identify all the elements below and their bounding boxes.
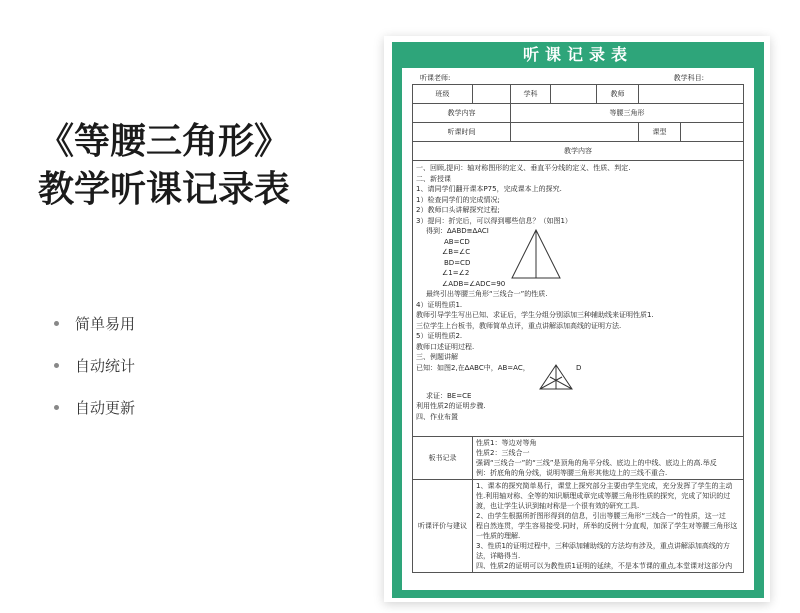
- lesson-line: 三、例题讲解: [416, 353, 458, 361]
- lesson-line: 1、请同学们翻开课本P75，完成课本上的探究.: [416, 185, 562, 193]
- bullet-icon: [54, 405, 59, 410]
- eval-content: [473, 480, 744, 573]
- fig-line: ∠B=∠C: [442, 248, 471, 256]
- eval-line: 2、由学生根据所折图形得到的信息，引出等腰三角形“三线合一”的性质，这一过: [476, 512, 726, 520]
- board-content: [473, 437, 744, 480]
- triangle-figure-1: [506, 226, 566, 286]
- class-label: 班级: [413, 85, 473, 104]
- eval-line: 法，详略得当.: [476, 552, 521, 560]
- type-label: 课型: [639, 123, 681, 142]
- record-sheet: [392, 42, 764, 598]
- lesson-line: 利用性质2的证明步骤.: [416, 402, 486, 410]
- feature-item: [54, 396, 135, 418]
- feature-label: 自动更新: [75, 398, 136, 417]
- lesson-line: 最终引出等腰三角形“三线合一”的性质.: [426, 290, 548, 298]
- table-row: [413, 142, 744, 161]
- sheet-paper: [402, 68, 754, 590]
- board-line: 例：折底角的角分线，说明等腰三角形其他边上的三线不重合.: [476, 469, 668, 477]
- board-line: 性质2：三线合一: [476, 449, 530, 457]
- type-value[interactable]: [681, 123, 744, 142]
- instructor-label: 教师: [597, 85, 639, 104]
- eval-line: 程自然连贯，学生容易接受.同时，所举的反例十分直观，加深了学生对等腰三角形这: [476, 522, 738, 530]
- instructor-value[interactable]: [639, 85, 744, 104]
- eval-line: 1、课本的探究简单易行，课堂上探究部分主要由学生完成，充分发挥了学生的主动: [476, 482, 733, 490]
- table-row: [413, 123, 744, 142]
- fig-line: 得到：∆ABD≅∆ACI: [426, 227, 489, 235]
- eval-line: 一性质的理解.: [476, 532, 521, 540]
- content-label: 教学内容: [413, 104, 511, 123]
- teacher-label: 听课老师:: [420, 74, 451, 82]
- subject-label: 教学科目:: [673, 74, 704, 82]
- class-value[interactable]: [473, 85, 511, 104]
- lesson-line: 四、作业布置: [416, 412, 458, 421]
- board-label: 板书记录: [413, 437, 473, 480]
- time-label: 听课时间: [413, 123, 511, 142]
- lesson-line: 教师口述证明过程.: [416, 342, 475, 351]
- board-line: 强调“三线合一”的“三线”是顶角的角平分线、底边上的中线、底边上的高.举反: [476, 459, 717, 467]
- lesson-line: 1）检查同学们的完成情况;: [416, 195, 500, 204]
- table-row: [413, 161, 744, 437]
- lesson-line: 一、回顾,提问：轴对称图形的定义、垂直平分线的定义、性质、判定.: [416, 164, 631, 172]
- title-line-1: 《等腰三角形》: [38, 121, 291, 162]
- page-title: [38, 118, 368, 214]
- board-line: 性质1：等边对等角: [476, 439, 537, 447]
- lesson-line: 二、新授课: [416, 174, 451, 183]
- course-label: 学科: [511, 85, 551, 104]
- lesson-line: 求证：BE=CE: [426, 391, 472, 400]
- table-row: [413, 480, 744, 573]
- table-row: [413, 437, 744, 480]
- sheet-header-row: [412, 72, 744, 84]
- eval-label: 听课评价与建议: [413, 480, 473, 573]
- lesson-content: [413, 161, 744, 437]
- content-header: 教学内容: [413, 142, 744, 161]
- title-line-2: 教学听课记录表: [38, 169, 291, 210]
- record-table: [412, 84, 744, 573]
- feature-list: [54, 312, 135, 438]
- fig-line: ∠ADB=∠ADC=90: [442, 279, 506, 288]
- lesson-line: 已知：如图2,在∆ABC中，AB=AC，: [416, 363, 530, 372]
- bullet-icon: [54, 321, 59, 326]
- fig-line: AB=CD: [444, 237, 470, 246]
- figure-2-label: D: [576, 363, 582, 372]
- feature-label: 自动统计: [75, 356, 136, 375]
- eval-line: 四、性质2的证明可以为教性质1证明的延续，不是本节课的重点,本堂课对这部分内: [476, 562, 733, 570]
- fig-line: ∠1=∠2: [442, 269, 470, 277]
- feature-label: 简单易用: [75, 314, 136, 333]
- bullet-icon: [54, 363, 59, 368]
- eval-line: 性.利用轴对称、全等的知识顺理成章完成等腰三角形性质的探究，完成了知识的过: [476, 492, 731, 500]
- lesson-line: 5）证明性质2.: [416, 332, 463, 340]
- time-value[interactable]: [511, 123, 639, 142]
- figure-2-block: [416, 363, 740, 391]
- content-value: 等腰三角形: [511, 104, 744, 123]
- lesson-line: 教师引导学生写出已知、求证后，学生分组分别添加三种辅助线来证明性质1.: [416, 311, 654, 319]
- lesson-line: 3）提问：折完后，可以得到哪些信息？（如图1）: [416, 216, 572, 225]
- triangle-figure-2: [536, 363, 576, 391]
- figure-1-text: [416, 226, 506, 289]
- feature-item: [54, 312, 135, 334]
- table-row: [413, 85, 744, 104]
- table-row: [413, 104, 744, 123]
- course-value[interactable]: [551, 85, 597, 104]
- lesson-line: 三位学生上台板书，教师简单点评，重点讲解添加高线的证明方法.: [416, 321, 622, 330]
- fig-line: BD=CD: [444, 258, 471, 267]
- eval-line: 渡，也让学生认识到轴对称是一个很有效的研究工具.: [476, 502, 640, 510]
- eval-line: 3、性质1的证明过程中，三种添加辅助线的方法均有涉及，重点讲解添加高线的方: [476, 542, 730, 550]
- figure-1-block: [416, 226, 740, 289]
- feature-item: [54, 354, 135, 376]
- lesson-line: 2）教师口头讲解探究过程;: [416, 206, 500, 214]
- sheet-title: 听课记录表: [522, 45, 633, 64]
- lesson-line: 4）证明性质1.: [416, 300, 463, 309]
